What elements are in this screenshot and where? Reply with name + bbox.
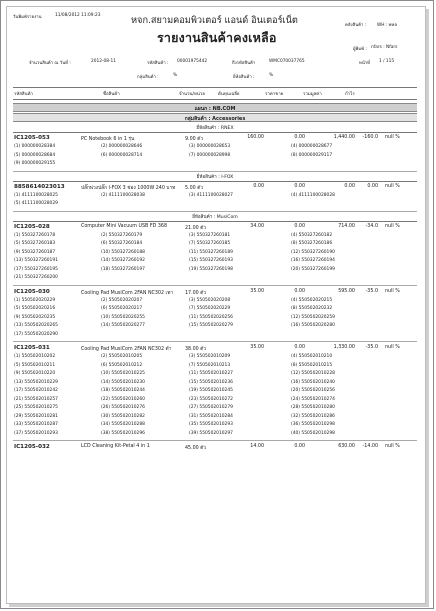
product-price: 14.00 xyxy=(250,444,264,449)
product-total: 714.00 xyxy=(338,223,355,229)
serial-row xyxy=(13,275,417,284)
serial-row xyxy=(13,371,417,380)
serial-row xyxy=(13,332,417,341)
serial-number: (28) 550502010280 xyxy=(291,405,335,410)
product-row xyxy=(13,223,417,233)
product-price: 0.00 xyxy=(253,183,264,189)
code-from-label: รหัสสินค้า : xyxy=(147,61,169,66)
serial-row xyxy=(13,397,417,406)
brand-label: ยี่ห้อสินค้า : I-FOX xyxy=(196,174,234,180)
printer-label: ผู้พิมพ์ : xyxy=(353,47,367,52)
serial-number: (33) 550502010287 xyxy=(14,422,58,427)
product-diff: 0.00 xyxy=(367,183,378,189)
product-row xyxy=(13,443,417,453)
print-date: 11/08/2012 11:09:23 xyxy=(55,13,101,18)
page-label: หน้าที่ xyxy=(359,61,371,66)
product-qty: 45.00 ตัว xyxy=(185,446,207,451)
serial-number: (3) 4111100028027 xyxy=(189,192,233,198)
product-note: null % xyxy=(385,183,400,189)
sale-date: 2012-08-11 xyxy=(91,59,116,64)
serial-number: (19) 550502010245 xyxy=(189,388,233,393)
serial-row xyxy=(13,405,417,414)
group-bar-label: กลุ่มสินค้า : Accessories xyxy=(184,116,246,122)
product-note: null % xyxy=(385,345,400,350)
serial-number: (19) 550327260198 xyxy=(189,266,233,272)
product-name: PC Notebook 6 in 1 รุ่น xyxy=(81,137,135,142)
serial-number: (8) 000000029117 xyxy=(291,152,333,158)
product-code: IC1205-028 xyxy=(14,223,50,230)
product-diff: -34.0 xyxy=(365,223,378,229)
group-value: % xyxy=(173,73,178,78)
product-total: 630.00 xyxy=(338,444,355,449)
product-row xyxy=(13,134,417,144)
serial-number: (7) 550502020229 xyxy=(189,306,231,311)
serial-number: (29) 550502010281 xyxy=(14,413,58,419)
serial-number: (6) 550327260184 xyxy=(101,241,143,246)
product-note: null % xyxy=(385,288,400,294)
serial-number: (14) 550502010230 xyxy=(101,379,145,385)
product-diff: -35.0 xyxy=(365,345,378,350)
serial-row xyxy=(13,354,417,363)
serial-number: (21) 550502010257 xyxy=(14,396,58,402)
serial-number: (4) 550502020215 xyxy=(291,297,333,303)
serial-row xyxy=(13,298,417,307)
product-total: 0.00 xyxy=(344,183,355,189)
col-cost: ต้นทุนเฉลี่ย xyxy=(218,92,240,97)
column-header-row xyxy=(13,90,417,98)
product-discount: 0.00 xyxy=(294,223,305,229)
serial-number: (4) 550327260182 xyxy=(291,232,333,238)
product-price: 160.00 xyxy=(247,135,264,140)
printer-value: nfars : Nfars xyxy=(371,45,398,50)
serial-number: (40) 550502010298 xyxy=(291,430,335,436)
product-rule xyxy=(13,171,417,172)
serial-number: (5) 550502010211 xyxy=(14,362,56,368)
col-code: รหัสสินค้า xyxy=(14,92,34,97)
serial-row xyxy=(13,201,417,210)
brand-label: ยี่ห้อสินค้า : MusiCom xyxy=(192,214,238,220)
product-code: 8858614023013 xyxy=(14,183,65,190)
group-label: กลุ่มสินค้า : xyxy=(137,75,159,80)
serial-number: (9) 000000029155 xyxy=(14,161,56,166)
serial-number: (27) 550502010279 xyxy=(189,405,233,410)
serial-number: (13) 550327260191 xyxy=(14,258,58,263)
serial-number: (3) 550327260181 xyxy=(189,232,231,238)
product-qty: 17.00 ตัว xyxy=(185,290,207,296)
product-row xyxy=(13,344,417,354)
serial-number: (1) 4111100028025 xyxy=(14,192,58,198)
serial-row xyxy=(13,144,417,153)
serial-number: (9) 550327260187 xyxy=(14,249,56,255)
print-date-label: วันพิมพ์รายงาน xyxy=(13,15,42,20)
serial-number: (3) 550502020208 xyxy=(189,297,231,303)
col-price: ราคาขาย xyxy=(265,92,284,97)
product-code: IC1205-031 xyxy=(14,345,50,351)
warehouse-value: WH : พหล xyxy=(377,23,397,28)
product-discount: 0.00 xyxy=(294,444,305,449)
serial-number: (16) 550327260194 xyxy=(291,258,335,263)
serial-number: (18) 550327260197 xyxy=(101,266,145,272)
serial-row xyxy=(13,193,417,202)
serial-number: (5) 550327260183 xyxy=(14,241,56,246)
serial-number: (6) 550502010212 xyxy=(101,362,143,368)
serial-number: (13) 550502020265 xyxy=(14,323,58,328)
serial-number: (14) 550327260192 xyxy=(101,258,145,263)
serial-number: (17) 550327260195 xyxy=(14,266,58,272)
serial-row xyxy=(13,267,417,276)
brand-rule xyxy=(13,221,417,222)
serial-number: (39) 550502010297 xyxy=(189,430,233,436)
page-number: 1 / 115 xyxy=(379,59,395,64)
serial-number: (10) 550502010225 xyxy=(101,371,145,376)
serial-number: (7) 000000028998 xyxy=(189,152,231,158)
serial-number: (8) 550327260186 xyxy=(291,241,333,246)
serial-number: (15) 550327260193 xyxy=(189,258,233,263)
warehouse-label: คลังสินค้า : xyxy=(345,23,367,28)
serial-number: (13) 550502010229 xyxy=(14,379,58,385)
product-name: Cooling Pad MusiCom 2FAN NC302 ดำ xyxy=(81,347,172,352)
col-qty: จำนวน/หน่วย xyxy=(179,92,205,97)
brand-rule xyxy=(13,181,417,182)
serial-number: (10) 550327260188 xyxy=(101,249,145,255)
serial-number: (2) 550327260179 xyxy=(101,232,143,238)
serial-number: (8) 550502020232 xyxy=(291,306,333,311)
code-to: WMC070037765 xyxy=(269,59,305,64)
serial-number: (25) 550502010275 xyxy=(14,405,58,410)
serial-row xyxy=(13,414,417,423)
serial-number: (20) 550502010256 xyxy=(291,388,335,393)
product-diff: -14.00 xyxy=(362,444,378,449)
serial-number: (15) 550502010236 xyxy=(189,379,233,385)
serial-number: (9) 550502010220 xyxy=(14,371,56,376)
serial-number: (2) 4111100028038 xyxy=(101,192,145,198)
serial-row xyxy=(13,241,417,250)
serial-number: (2) 550502010205 xyxy=(101,354,143,359)
product-total: 595.00 xyxy=(338,288,355,294)
serial-row xyxy=(13,161,417,170)
product-discount: 0.00 xyxy=(294,288,305,294)
serial-row xyxy=(13,315,417,324)
group-bar xyxy=(13,113,417,122)
serial-number: (7) 550327260185 xyxy=(189,241,231,246)
serial-number: (8) 550502010215 xyxy=(291,362,333,368)
product-name: ปลั๊กพ่วงปลั๊ก I-FOX 3 ช่อง 1000W 240 บาท xyxy=(81,185,176,191)
serial-row xyxy=(13,388,417,397)
serial-number: (34) 550502010288 xyxy=(101,422,145,427)
product-price: 34.00 xyxy=(250,223,264,229)
col-total: รวมมูลค่า xyxy=(303,92,322,97)
serial-number: (9) 550502020235 xyxy=(14,314,56,320)
serial-row xyxy=(13,153,417,162)
department-bar xyxy=(13,103,417,112)
serial-number: (4) 550502010210 xyxy=(291,354,333,359)
serial-number: (12) 550502010228 xyxy=(291,371,335,376)
serial-number: (21) 550327260200 xyxy=(14,275,58,280)
col-profit: กำไร xyxy=(345,92,355,97)
product-code: IC1205-030 xyxy=(14,288,50,295)
serial-number: (30) 550502010282 xyxy=(101,413,145,419)
product-qty: 38.00 ตัว xyxy=(185,347,207,352)
brand-label: ยี่ห้อสินค้า : RNEX xyxy=(196,126,234,131)
serial-row xyxy=(13,380,417,389)
serial-number: (18) 550502010244 xyxy=(101,388,145,393)
serial-number: (1) 000000028384 xyxy=(14,144,56,149)
column-rule xyxy=(13,99,417,100)
product-price: 35.00 xyxy=(250,345,264,350)
code-from: 00001975442 xyxy=(177,59,208,64)
report-title: รายงานสินค้าคงเหลือ xyxy=(157,30,277,45)
serial-number: (31) 550502010284 xyxy=(189,413,233,419)
serial-number: (22) 550502010260 xyxy=(101,396,145,402)
serial-number: (11) 550502020256 xyxy=(189,314,233,320)
serial-number: (7) 550502010213 xyxy=(189,362,231,368)
company-name: หจก.สยามคอมพิวเตอร์ แอนด์ อินเตอร์เน็ต xyxy=(131,15,298,26)
serial-number: (5) 550502020216 xyxy=(14,306,56,311)
serial-number: (24) 550502010274 xyxy=(291,396,335,402)
product-rule xyxy=(13,211,417,212)
serial-number: (3) 550502010209 xyxy=(189,354,231,359)
product-diff: -35.0 xyxy=(365,288,378,294)
serial-number: (6) 000000028714 xyxy=(101,152,143,158)
serial-row xyxy=(13,422,417,431)
serial-row xyxy=(13,431,417,440)
serial-number: (10) 550502020255 xyxy=(101,314,145,320)
serial-number: (17) 550502010242 xyxy=(14,388,58,393)
product-discount: 0.00 xyxy=(294,183,305,189)
serial-number: (5) 4111100028029 xyxy=(14,201,58,206)
product-name: Computer Mini Vacuum USB FD 368 xyxy=(81,223,168,229)
sale-date-label: จำนวนสินค้า ณ วันที่ : xyxy=(29,61,71,66)
product-row xyxy=(13,183,417,193)
serial-number: (20) 550327260199 xyxy=(291,266,335,272)
department-label: แผนก : NB.COM xyxy=(194,106,236,112)
product-code: IC1205-053 xyxy=(14,135,50,141)
serial-number: (11) 550327260189 xyxy=(189,249,233,255)
brand-value: % xyxy=(269,73,274,78)
product-note: null % xyxy=(385,135,400,140)
product-note: null % xyxy=(385,444,400,449)
serial-row xyxy=(13,363,417,372)
serial-number: (1) 550502020229 xyxy=(14,297,56,303)
serial-row xyxy=(13,233,417,242)
serial-row xyxy=(13,258,417,267)
serial-number: (11) 550502010227 xyxy=(189,371,233,376)
serial-number: (15) 550502020279 xyxy=(189,323,233,328)
product-qty: 9.00 ตัว xyxy=(185,137,204,142)
code-to-label: ถึงรหัสสินค้า xyxy=(232,61,256,66)
serial-row xyxy=(13,250,417,259)
product-diff: -160.0 xyxy=(362,135,378,140)
serial-number: (5) 000000028684 xyxy=(14,152,56,158)
serial-row xyxy=(13,306,417,315)
brand-label: ยี่ห้อสินค้า : xyxy=(233,75,255,80)
product-row xyxy=(13,288,417,298)
product-rule xyxy=(13,440,417,441)
serial-number: (4) 4111100028028 xyxy=(291,192,335,198)
serial-number: (35) 550502010293 xyxy=(189,422,233,427)
product-rule xyxy=(13,285,417,286)
serial-number: (16) 550502020280 xyxy=(291,323,335,328)
serial-number: (2) 550502020207 xyxy=(101,297,143,303)
serial-number: (38) 550502010296 xyxy=(101,430,145,436)
serial-number: (12) 550502020259 xyxy=(291,314,335,320)
serial-number: (32) 550502010286 xyxy=(291,413,335,419)
serial-number: (2) 000000028646 xyxy=(101,144,143,149)
product-total: 1,330.00 xyxy=(333,345,355,350)
product-price: 35.00 xyxy=(250,288,264,294)
product-note: null % xyxy=(385,223,400,229)
header-rule xyxy=(13,87,417,88)
serial-row xyxy=(13,323,417,332)
serial-number: (4) 000000028677 xyxy=(291,144,333,149)
serial-number: (1) 550502010202 xyxy=(14,354,56,359)
serial-number: (3) 000000028653 xyxy=(189,144,231,149)
product-name: Cooling Pad MusiCom 2FAN NC302 เทา xyxy=(81,290,174,296)
product-discount: 0.00 xyxy=(294,345,305,350)
product-qty: 21.00 ตัว xyxy=(185,225,207,231)
serial-number: (14) 550502020277 xyxy=(101,323,145,328)
serial-number: (6) 550502020217 xyxy=(101,306,143,311)
serial-number: (23) 550502010272 xyxy=(189,396,233,402)
serial-number: (17) 550502020290 xyxy=(14,331,58,337)
product-code: IC1205-032 xyxy=(14,444,50,450)
product-total: 1,440.00 xyxy=(333,135,355,140)
serial-number: (1) 550327260178 xyxy=(14,232,56,238)
serial-number: (37) 550502010293 xyxy=(14,430,58,436)
col-name: ชื่อสินค้า xyxy=(103,92,120,97)
product-qty: 5.00 ตัว xyxy=(185,185,204,191)
serial-number: (36) 550502010298 xyxy=(291,422,335,427)
product-rule xyxy=(13,341,417,342)
serial-number: (16) 550502010240 xyxy=(291,379,335,385)
brand-rule xyxy=(13,132,417,133)
serial-number: (12) 550327260190 xyxy=(291,249,335,255)
serial-number: (26) 550502010276 xyxy=(101,405,145,410)
report-page xyxy=(6,6,426,604)
product-discount: 0.00 xyxy=(294,135,305,140)
product-name: LCD Cleaning Kit-Petal 4 in 1 xyxy=(81,444,150,449)
